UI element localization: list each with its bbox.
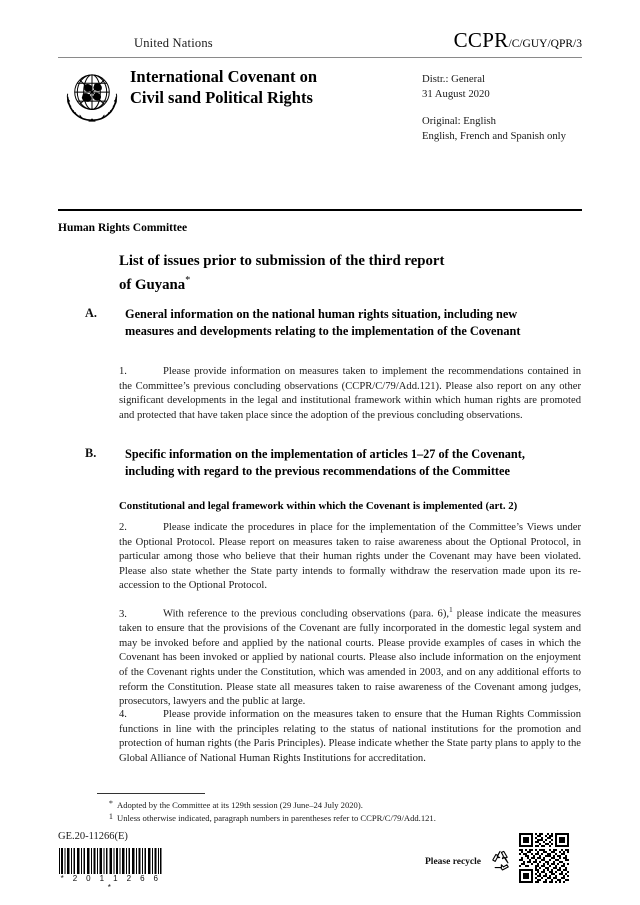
page-title-line-1: List of issues prior to submission of the third report — [119, 253, 445, 269]
paragraph-3 — [119, 603, 581, 710]
paragraph-2-text: Please indicate the procedures in place for the implementation of the Committee’s Views under the Optional Protocol. Please report on measures taken to raise awareness about the Optional Protocol, in particular among those who believe that their human rights under the Covenant may have been violated. Please also state whether the State party intends to formally withdraw the reservation made upon its re-accession to the Optional Protocol. — [119, 522, 581, 592]
paragraph-3-text-after-note: please indicate the measures taken to ensure that the provisions of the Covenant are fully incorporated in the domestic legal system and may be invoked before and applied by the national courts. Please provide examples of cases in which the Covenant has been invoked or applied by national courts. Please also include information on the enjoyment of the Covenant rights under the Constitution, which was amended in 2003, and on any additional efforts to reform the Constitution. Please state all measures taken to raise awareness of the Covenant among judges, prosecutors, lawyers and the public at large. — [119, 608, 581, 708]
footnote-asterisk — [101, 799, 541, 812]
un-emblem-icon — [60, 64, 124, 128]
paragraph-4 — [119, 708, 581, 766]
paragraph-3-number: 3. — [119, 608, 127, 620]
footnote-asterisk-marker: * — [108, 799, 113, 808]
paragraph-3-text-before-note: With reference to the previous concluding observations (para. 6), — [163, 608, 450, 620]
qr-code — [519, 833, 569, 883]
recycle-icon — [489, 849, 511, 871]
recycle-label: Please recycle — [425, 857, 481, 867]
footnote-1 — [101, 812, 541, 825]
section-a — [85, 306, 550, 339]
paragraph-3-footnote-marker: 1 — [449, 605, 453, 614]
spacer — [422, 101, 592, 114]
paragraph-1-text: Please provide information on measures taken to implement the recommendations contained in the Committee’s previous concluding observations (CCPR/C/79/Add.121). Please also report on any other significant developments in the legal and institutional framework within which human rights are promoted and protected that have taken place since the adoption of the previous concluding observations. — [119, 366, 581, 421]
paragraph-4-text: Please provide information on the measures taken to ensure that the Human Rights Commission functions in line with the principles relating to the status of national institutions for the promotion and protection of human rights (the Paris Principles). Please indicate whether the State party plans to apply to the Global Alliance of National Human Rights Institutions for accreditation. — [119, 709, 581, 764]
footnote-1-text: Unless otherwise indicated, paragraph numbers in parentheses refer to CCPR/C/79/Add.121. — [117, 812, 436, 823]
section-divider-rule — [58, 209, 582, 211]
distribution-block — [422, 72, 592, 143]
subsection-heading: Constitutional and legal framework within which the Covenant is implemented (art. 2) — [119, 500, 518, 512]
header-top-row — [58, 28, 582, 56]
title-footnote-marker: * — [185, 275, 191, 286]
paragraph-1 — [119, 365, 581, 423]
section-b-letter: B. — [85, 446, 97, 460]
section-b — [85, 446, 550, 479]
document-symbol-main: CCPR — [453, 28, 509, 52]
document-symbol — [454, 28, 582, 53]
document-date: 31 August 2020 — [422, 87, 490, 100]
barcode-digits: * 2 0 1 1 2 6 6 * — [60, 874, 162, 892]
paragraph-2 — [119, 521, 581, 594]
paragraph-2-number: 2. — [119, 522, 127, 533]
footnote-1-marker: 1 — [108, 811, 113, 821]
paragraph-4-number: 4. — [119, 709, 127, 720]
page-title-line-2: of Guyana* — [119, 275, 191, 293]
footnote-separator-rule — [97, 793, 205, 794]
barcode-icon — [58, 848, 162, 874]
barcode — [58, 848, 162, 892]
covenant-title — [130, 66, 410, 108]
document-symbol-suffix: /C/GUY/QPR/3 — [508, 38, 582, 50]
section-b-heading: Specific information on the implementation of articles 1–27 of the Covenant, including with regard to the previous recommendations of the Committee — [125, 447, 525, 478]
job-number: GE.20-11266(E) — [58, 831, 128, 842]
section-a-letter: A. — [85, 306, 97, 320]
paragraph-1-number: 1. — [119, 366, 127, 377]
available-languages: English, French and Spanish only — [422, 129, 566, 142]
committee-name: Human Rights Committee — [58, 222, 188, 234]
covenant-title-line-2: Civil sand Political Rights — [130, 88, 313, 107]
covenant-title-line-1: International Covenant on — [130, 67, 318, 86]
header-divider-rule — [58, 57, 582, 58]
page-title — [119, 252, 519, 295]
footnote-asterisk-text: Adopted by the Committee at its 129th session (29 June–24 July 2020). — [117, 800, 363, 810]
organization-name: United Nations — [134, 36, 213, 50]
distribution-type: Distr.: General — [422, 73, 485, 85]
original-language: Original: English — [422, 115, 496, 127]
footnotes — [101, 799, 541, 824]
section-a-heading: General information on the national human rights situation, including new measures and developments relating to the implementation of the Covenant — [125, 307, 521, 338]
